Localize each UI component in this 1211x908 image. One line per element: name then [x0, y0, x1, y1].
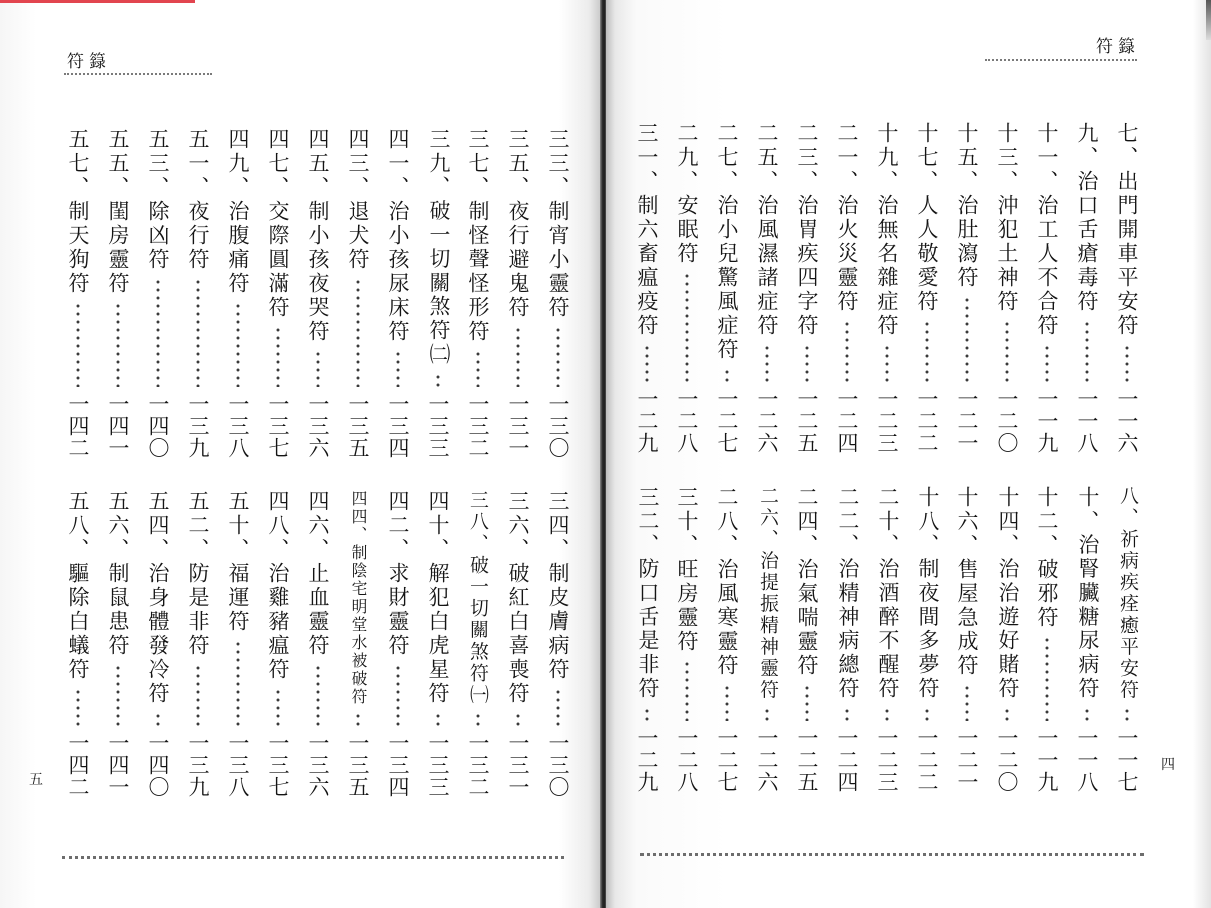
toc-entry-page: 一二三 [875, 388, 899, 454]
dot-leader [644, 344, 650, 382]
toc-entry-page: 一三四 [386, 732, 410, 798]
toc-entry-title: 四四、制陰宅明堂水被破符 [349, 490, 368, 706]
dot-leader [555, 688, 561, 726]
dot-leader [804, 684, 810, 721]
toc-entry [98, 128, 138, 459]
toc-entry-title: 十四、治治遊好賭符 [995, 486, 1019, 701]
toc-entry [987, 486, 1027, 793]
toc-entry [867, 486, 907, 793]
toc-entry-page: 一三五 [346, 732, 370, 798]
dot-leader [195, 664, 201, 726]
toc-entry-title: 二四、治氣喘靈符 [795, 486, 819, 678]
dot-leader [75, 302, 81, 387]
toc-entry [707, 486, 747, 793]
toc-entry [498, 128, 538, 459]
toc-column-group-upper [58, 128, 578, 459]
toc-entry-page: 一三八 [226, 393, 250, 459]
dot-leader [155, 712, 161, 726]
dot-leader [1124, 707, 1130, 721]
dot-leader [515, 712, 521, 726]
footer-rule [640, 853, 1144, 856]
toc-entry-page: 一三六 [306, 393, 330, 459]
toc-entry-page: 一三二 [466, 732, 490, 798]
toc-entry [707, 122, 747, 454]
toc-entry [1107, 122, 1147, 454]
toc-entry-page: 一二七 [715, 727, 739, 793]
toc-entry-page: 一二二 [915, 388, 939, 454]
toc-entry [298, 128, 338, 459]
toc-column-group-lower [627, 486, 1147, 793]
dot-leader [1004, 320, 1010, 382]
toc-entry-title: 三四、制皮膚病符 [546, 490, 570, 682]
toc-entry-page: 一三四 [386, 393, 410, 459]
toc-entry [987, 122, 1027, 454]
dot-leader [924, 707, 930, 721]
toc-entry [178, 128, 218, 459]
dot-leader [764, 344, 770, 382]
dot-leader [75, 688, 81, 726]
running-header: 符籙 [1096, 37, 1140, 57]
toc-entry-title: 五五、閨房靈符 [106, 128, 130, 296]
toc-entry-title: 三五、夜行避鬼符 [506, 128, 530, 320]
toc-column-group-upper [627, 122, 1147, 454]
toc-entry-title: 十、治腎臟糖尿病符 [1075, 486, 1099, 701]
footer-rule [62, 856, 564, 859]
right-page [606, 0, 1211, 908]
toc-entry [138, 490, 178, 798]
dot-leader [1044, 344, 1050, 382]
toc-entry-title: 十五、治肚瀉符 [955, 122, 979, 290]
toc-entry [627, 122, 667, 454]
toc-entry [1067, 486, 1107, 793]
toc-entry-page: 一三七 [266, 732, 290, 798]
toc-entry-title: 二三、治胃疾四字符 [795, 122, 819, 338]
toc-entry-title: 三一、制六畜瘟疫符 [635, 122, 659, 338]
toc-entry-page: 一三一 [506, 393, 530, 459]
dot-leader [275, 688, 281, 726]
running-header: 符籙 [67, 52, 111, 72]
toc-entry [787, 122, 827, 454]
toc-entry [298, 490, 338, 798]
dot-leader [235, 640, 241, 726]
dot-leader [884, 707, 890, 721]
toc-entry-page: 一三六 [306, 732, 330, 798]
toc-entry-page: 一二〇 [995, 388, 1019, 454]
toc-entry [947, 486, 987, 793]
toc-entry-title: 四五、制小孩夜哭符 [306, 128, 330, 344]
toc-entry-title: 五六、制鼠患符 [106, 490, 130, 658]
toc-entry-page: 一一九 [1035, 727, 1059, 793]
dot-leader [724, 684, 730, 721]
toc-entry-title: 二二、治精神病總符 [835, 486, 859, 701]
toc-entry-title: 五四、治身體發冷符 [146, 490, 170, 706]
toc-entry [218, 128, 258, 459]
toc-entry-page: 一二九 [635, 727, 659, 793]
dot-leader [964, 684, 970, 721]
toc-entry [258, 128, 298, 459]
toc-entry-title: 四八、治雞豬瘟符 [266, 490, 290, 682]
toc-entry-page: 一三八 [226, 732, 250, 798]
toc-entry-title: 十九、治無名雜症符 [875, 122, 899, 338]
toc-entry-title: 四七、交際圓滿符 [266, 128, 290, 320]
dot-leader [115, 302, 121, 387]
toc-entry-title: 五三、除凶符 [146, 128, 170, 272]
toc-column-group-lower [58, 490, 578, 798]
toc-entry-title: 十一、治工人不合符 [1035, 122, 1059, 338]
toc-entry [947, 122, 987, 454]
dot-leader [395, 664, 401, 726]
toc-entry-page: 一四二 [66, 393, 90, 459]
toc-entry [747, 486, 787, 793]
toc-entry-title: 三七、制怪聲怪形符 [466, 128, 490, 344]
toc-entry-page: 一二八 [675, 727, 699, 793]
dot-leader [475, 712, 481, 726]
dot-leader [764, 707, 770, 721]
toc-entry-title: 二一、治火災靈符 [835, 122, 859, 314]
toc-entry [667, 122, 707, 454]
toc-entry [418, 490, 458, 798]
dot-leader [515, 326, 521, 387]
toc-entry [258, 490, 298, 798]
dot-leader [435, 712, 441, 726]
toc-entry [378, 128, 418, 459]
toc-entry-title: 十二、破邪符 [1035, 486, 1059, 630]
toc-entry-title: 三三、制宵小靈符 [546, 128, 570, 320]
toc-entry [338, 128, 378, 459]
toc-entry [538, 128, 578, 459]
toc-entry-page: 一四〇 [146, 393, 170, 459]
dot-leader [1084, 320, 1090, 382]
toc-entry-page: 一三〇 [546, 393, 570, 459]
toc-entry-title: 二六、治提振精神靈符 [757, 486, 778, 701]
toc-entry-page: 一二一 [955, 388, 979, 454]
toc-entry-page: 一二二 [915, 727, 939, 793]
toc-entry-page: 一一九 [1035, 388, 1059, 454]
toc-entry-page: 一二四 [835, 388, 859, 454]
dot-leader [115, 664, 121, 726]
toc-entry-page: 一三三 [426, 393, 450, 459]
toc-entry [338, 490, 378, 798]
dot-leader [1084, 707, 1090, 721]
toc-entry-title: 二七、治小兒驚風症符 [715, 122, 739, 362]
toc-entry-page: 一三二 [466, 393, 490, 459]
toc-entry [458, 128, 498, 459]
toc-entry-page: 一一八 [1075, 388, 1099, 454]
dot-leader [844, 320, 850, 382]
toc-entry-title: 十七、人人敬愛符 [915, 122, 939, 314]
toc-entry-page: 一一八 [1075, 727, 1099, 793]
dot-leader [844, 707, 850, 721]
toc-entry-page: 一四一 [106, 732, 130, 798]
toc-entry-title: 十八、制夜間多夢符 [915, 486, 939, 701]
dot-leader [315, 664, 321, 726]
dot-leader [475, 350, 481, 387]
toc-entry [218, 490, 258, 798]
header-rule [985, 59, 1137, 61]
toc-entry-page: 一三九 [186, 732, 210, 798]
toc-entry-title: 二五、治風濕諸症符 [755, 122, 779, 338]
dot-leader [155, 278, 161, 387]
toc-entry-page: 一四一 [106, 393, 130, 459]
dot-leader [644, 707, 650, 721]
toc-entry-page: 一二一 [955, 727, 979, 793]
left-page [0, 0, 601, 908]
toc-entry-page: 一二六 [755, 727, 779, 793]
toc-entry [498, 490, 538, 798]
toc-entry-title: 三八、破一切關煞符㈠ [467, 490, 489, 706]
toc-entry-page: 一三五 [346, 393, 370, 459]
dot-leader [195, 278, 201, 387]
toc-entry-title: 四六、止血靈符 [306, 490, 330, 658]
toc-entry-title: 三十、旺房靈符 [675, 486, 699, 654]
toc-entry-title: 四九、治腹痛符 [226, 128, 250, 296]
toc-entry-page: 一二五 [795, 388, 819, 454]
toc-entry [98, 490, 138, 798]
toc-entry-title: 三六、破紅白喜喪符 [506, 490, 530, 706]
toc-entry-title: 四十、解犯白虎星符 [426, 490, 450, 706]
toc-entry-title: 五七、制天狗符 [66, 128, 90, 296]
toc-entry-title: 二九、安眠符 [675, 122, 699, 266]
toc-entry [58, 490, 98, 798]
toc-entry-title: 三二、防口舌是非符 [635, 486, 659, 701]
dot-leader [884, 344, 890, 382]
toc-entry [787, 486, 827, 793]
dot-leader [275, 326, 281, 387]
dot-leader [684, 660, 690, 721]
toc-entry-page: 一四二 [66, 732, 90, 798]
toc-entry-title: 七、出門開車平安符 [1115, 122, 1139, 338]
toc-entry-page: 一一六 [1115, 388, 1139, 454]
toc-entry [378, 490, 418, 798]
header-rule [64, 73, 212, 75]
toc-entry [1107, 486, 1147, 793]
toc-entry-title: 二八、治風寒靈符 [715, 486, 739, 678]
dot-leader [924, 320, 930, 382]
scan-edge-mark [0, 0, 195, 3]
toc-entry-page: 一二八 [675, 388, 699, 454]
toc-entry-title: 五一、夜行符 [186, 128, 210, 272]
toc-entry-title: 八、祈病疾痊癒平安符 [1117, 486, 1138, 701]
toc-entry-page: 一二九 [635, 388, 659, 454]
toc-entry [1027, 122, 1067, 454]
toc-entry [827, 486, 867, 793]
toc-entry-page: 一二三 [875, 727, 899, 793]
page-edge-shadow [1206, 0, 1211, 40]
toc-entry [1027, 486, 1067, 793]
toc-entry-page: 一三九 [186, 393, 210, 459]
toc-entry [538, 490, 578, 798]
toc-entry-title: 三九、破一切關煞符㈡ [426, 128, 450, 367]
toc-entry-title: 十六、售屋急成符 [955, 486, 979, 678]
toc-entry [138, 128, 178, 459]
toc-entry [418, 128, 458, 459]
toc-entry-title: 五二、防是非符 [186, 490, 210, 658]
dot-leader [235, 302, 241, 387]
toc-entry-page: 一二四 [835, 727, 859, 793]
toc-entry-page: 一二〇 [995, 727, 1019, 793]
dot-leader [555, 326, 561, 387]
toc-entry-page: 一三三 [426, 732, 450, 798]
toc-entry-title: 五八、驅除白蟻符 [66, 490, 90, 682]
toc-entry-title: 四二、求財靈符 [386, 490, 410, 658]
toc-entry [907, 486, 947, 793]
dot-leader [435, 373, 441, 387]
dot-leader [964, 296, 970, 382]
toc-entry-title: 五十、福運符 [226, 490, 250, 634]
dot-leader [1044, 636, 1050, 721]
dot-leader [684, 272, 690, 382]
toc-entry [867, 122, 907, 454]
page-number: 五 [29, 772, 43, 788]
dot-leader [1124, 344, 1130, 382]
toc-entry-page: 一二六 [755, 388, 779, 454]
toc-entry-page: 一二五 [795, 727, 819, 793]
toc-entry [907, 122, 947, 454]
toc-entry-title: 十三、沖犯土神符 [995, 122, 1019, 314]
dot-leader [315, 350, 321, 387]
toc-entry-page: 一三七 [266, 393, 290, 459]
dot-leader [1004, 707, 1010, 721]
toc-entry [667, 486, 707, 793]
dot-leader [804, 344, 810, 382]
toc-entry [458, 490, 498, 798]
toc-entry-title: 二十、治酒醉不醒符 [875, 486, 899, 701]
toc-entry [827, 122, 867, 454]
toc-entry [747, 122, 787, 454]
toc-entry-page: 一三一 [506, 732, 530, 798]
dot-leader [355, 712, 361, 726]
toc-entry [627, 486, 667, 793]
toc-entry-title: 九、治口舌瘡毒符 [1075, 122, 1099, 314]
toc-entry-title: 四三、退犬符 [346, 128, 370, 272]
toc-entry-page: 一二七 [715, 388, 739, 454]
dot-leader [355, 278, 361, 387]
page-number: 四 [1161, 757, 1175, 773]
toc-entry [58, 128, 98, 459]
dot-leader [724, 368, 730, 382]
dot-leader [395, 350, 401, 387]
toc-entry-page: 一四〇 [146, 732, 170, 798]
toc-entry-title: 四一、治小孩尿床符 [386, 128, 410, 344]
toc-entry [178, 490, 218, 798]
toc-entry [1067, 122, 1107, 454]
toc-entry-page: 一三〇 [546, 732, 570, 798]
toc-entry-page: 一一七 [1115, 727, 1139, 793]
